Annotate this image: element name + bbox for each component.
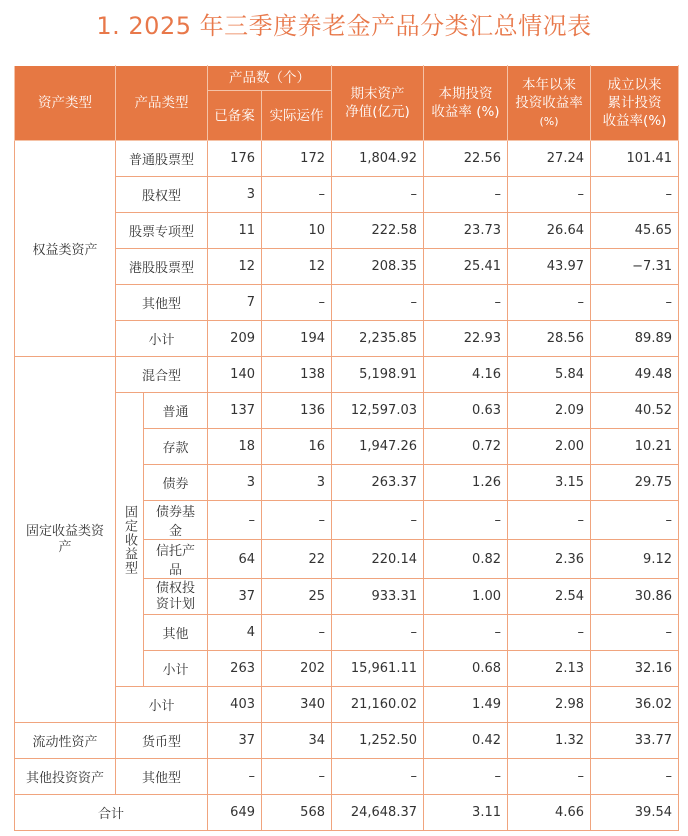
table-row: 其他投资资产 其他型 – – – – – – — [15, 759, 679, 795]
table-row: 固定收益型 普通 137 136 12,597.03 0.63 2.09 40.52 — [15, 393, 679, 429]
table-row: 股权型 3 – – – – – — [15, 177, 679, 213]
header-cum-return: 成立以来 累计投资 收益率(%) — [591, 66, 679, 141]
header-nav: 期末资产 净值(亿元) — [332, 66, 424, 141]
table-row-subtotal: 小计 403 340 21,160.02 1.49 2.98 36.02 — [15, 687, 679, 723]
table-row: 股票专项型 11 10 222.58 23.73 26.64 45.65 — [15, 213, 679, 249]
header-period-return: 本期投资 收益率 (%) — [424, 66, 508, 141]
table-row: 流动性资产 货币型 37 34 1,252.50 0.42 1.32 33.77 — [15, 723, 679, 759]
header-filed: 已备案 — [208, 91, 262, 141]
group-fixed-income-sub: 固定收益型 — [116, 393, 144, 687]
table-row: 债券基金 – – – – – – — [15, 501, 679, 540]
total-label: 合计 — [15, 795, 208, 831]
table-row-subtotal: 小计 209 194 2,235.85 22.93 28.56 89.89 — [15, 321, 679, 357]
summary-table — [14, 65, 679, 831]
header-asset-type: 资产类型 — [15, 66, 116, 141]
table-row: 其他 4 – – – – – — [15, 615, 679, 651]
page-title: 1. 2025 年三季度养老金产品分类汇总情况表 — [96, 12, 592, 40]
table-row: 信托产品 64 22 220.14 0.82 2.36 9.12 — [15, 540, 679, 579]
table-row: 港股股票型 12 12 208.35 25.41 43.97 −7.31 — [15, 249, 679, 285]
table-row: 债权投资计划 37 25 933.31 1.00 2.54 30.86 — [15, 579, 679, 615]
table-row: 债券 3 3 263.37 1.26 3.15 29.75 — [15, 465, 679, 501]
group-equity: 权益类资产 — [15, 141, 116, 357]
table-row: 权益类资产 普通股票型 176 172 1,804.92 22.56 27.24 101.41 — [15, 141, 679, 177]
group-fixed-income: 固定收益类资产 — [15, 357, 116, 723]
header-product-count: 产品数（个） — [208, 66, 332, 91]
table-row-subtotal: 小计 263 202 15,961.11 0.68 2.13 32.16 — [15, 651, 679, 687]
table-row: 其他型 7 – – – – – — [15, 285, 679, 321]
table-row: 固定收益类资产 混合型 140 138 5,198.91 4.16 5.84 49.48 — [15, 357, 679, 393]
group-liquidity: 流动性资产 — [15, 723, 116, 759]
header-product-type: 产品类型 — [116, 66, 208, 141]
table-row: 存款 18 16 1,947.26 0.72 2.00 10.21 — [15, 429, 679, 465]
table-row-total: 合计 649 568 24,648.37 3.11 4.66 39.54 — [15, 795, 679, 831]
group-other: 其他投资资产 — [15, 759, 116, 795]
header-operating: 实际运作 — [262, 91, 332, 141]
header-ytd-return: 本年以来 投资收益率 (%) — [508, 66, 591, 141]
